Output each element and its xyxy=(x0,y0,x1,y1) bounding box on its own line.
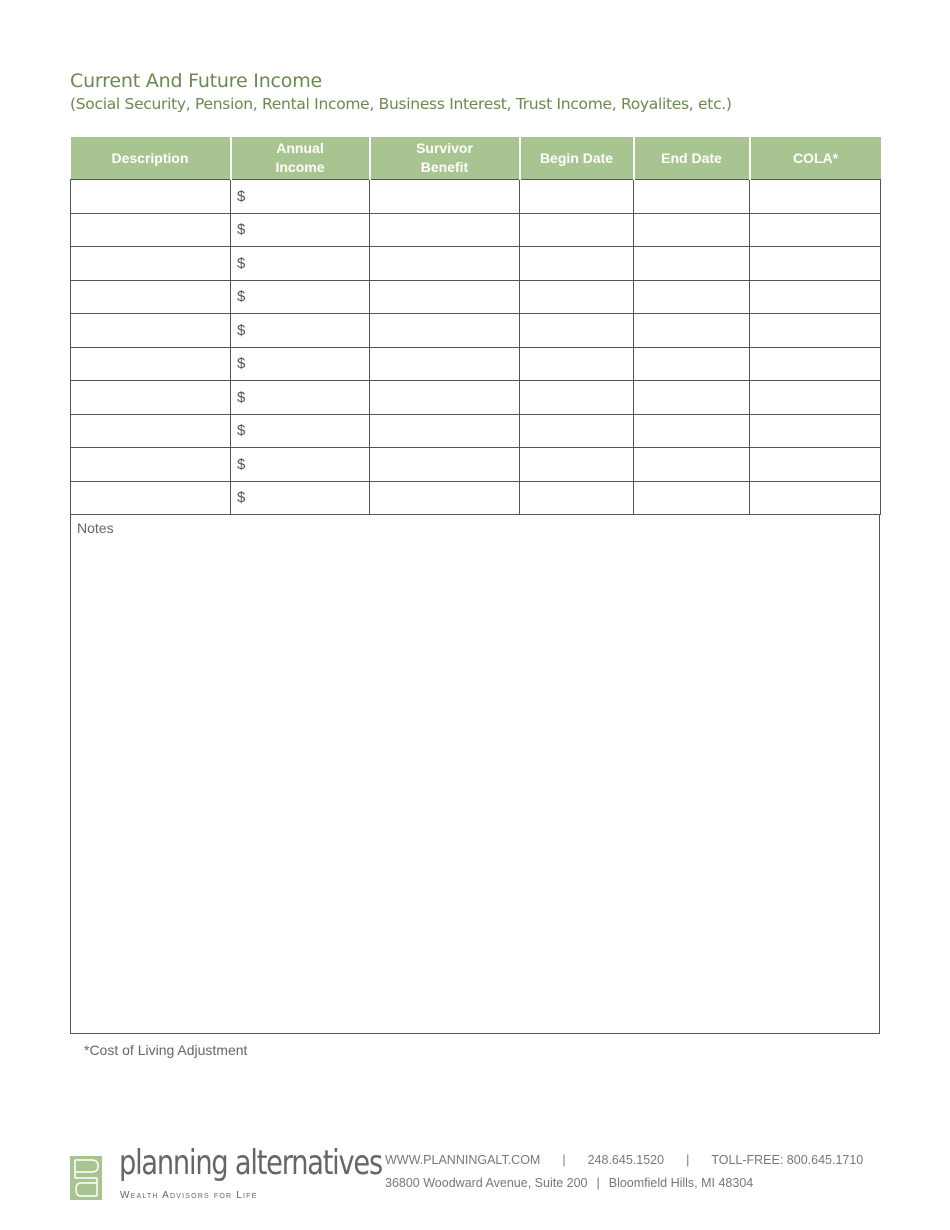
cell-survivor-benefit[interactable] xyxy=(370,481,520,515)
income-table xyxy=(70,137,881,515)
cell-annual-income[interactable]: $ xyxy=(231,213,370,247)
website-link[interactable]: WWW.PLANNINGALT.COM xyxy=(385,1153,541,1167)
column-header-end-date xyxy=(634,137,750,180)
cell-cola[interactable] xyxy=(750,481,881,515)
cell-cola[interactable] xyxy=(750,247,881,281)
cell-survivor-benefit[interactable] xyxy=(370,247,520,281)
column-header-cola xyxy=(750,137,881,180)
cell-annual-income[interactable]: $ xyxy=(231,448,370,482)
cell-end-date[interactable] xyxy=(634,414,750,448)
column-header-survivor-benefit xyxy=(370,137,520,180)
cell-annual-income[interactable]: $ xyxy=(231,180,370,214)
column-header-annual-income xyxy=(231,137,370,180)
cell-begin-date[interactable] xyxy=(520,481,634,515)
cell-annual-income[interactable]: $ xyxy=(231,347,370,381)
cell-description[interactable] xyxy=(71,448,231,482)
cell-begin-date[interactable] xyxy=(520,213,634,247)
contact-line-1 xyxy=(385,1153,863,1167)
address-city: Bloomfield Hills, MI 48304 xyxy=(608,1176,754,1190)
notes-box[interactable] xyxy=(70,514,880,1034)
separator: | xyxy=(686,1153,690,1167)
cell-annual-income[interactable]: $ xyxy=(231,414,370,448)
separator: | xyxy=(596,1176,600,1190)
cell-annual-income[interactable]: $ xyxy=(231,481,370,515)
pa-monogram-icon xyxy=(70,1156,102,1200)
cell-begin-date[interactable] xyxy=(520,381,634,415)
cell-survivor-benefit[interactable] xyxy=(370,314,520,348)
table-row xyxy=(71,448,881,482)
cell-begin-date[interactable] xyxy=(520,180,634,214)
phone-number: 248.645.1520 xyxy=(587,1153,665,1167)
cell-end-date[interactable] xyxy=(634,381,750,415)
cell-survivor-benefit[interactable] xyxy=(370,213,520,247)
cell-description[interactable] xyxy=(71,314,231,348)
column-header-text: Begin Date xyxy=(539,149,614,166)
cell-begin-date[interactable] xyxy=(520,347,634,381)
cell-end-date[interactable] xyxy=(634,213,750,247)
brand-tagline: Wealth Advisors for Life xyxy=(120,1190,258,1201)
cell-description[interactable] xyxy=(71,414,231,448)
column-header-text: Income xyxy=(275,159,325,175)
cell-survivor-benefit[interactable] xyxy=(370,347,520,381)
cell-survivor-benefit[interactable] xyxy=(370,180,520,214)
table-row xyxy=(71,213,881,247)
table-row xyxy=(71,481,881,515)
column-header-text: COLA* xyxy=(792,149,839,166)
cell-cola[interactable] xyxy=(750,347,881,381)
table-row xyxy=(71,381,881,415)
column-header-text: Survivor xyxy=(416,140,473,156)
cell-end-date[interactable] xyxy=(634,247,750,281)
cell-cola[interactable] xyxy=(750,414,881,448)
cell-survivor-benefit[interactable] xyxy=(370,448,520,482)
cell-annual-income[interactable]: $ xyxy=(231,247,370,281)
cell-cola[interactable] xyxy=(750,280,881,314)
cell-survivor-benefit[interactable] xyxy=(370,280,520,314)
cell-end-date[interactable] xyxy=(634,347,750,381)
cell-begin-date[interactable] xyxy=(520,314,634,348)
cell-cola[interactable] xyxy=(750,314,881,348)
cell-begin-date[interactable] xyxy=(520,414,634,448)
cell-cola[interactable] xyxy=(750,381,881,415)
column-header-text: Benefit xyxy=(420,159,469,175)
page-subtitle: (Social Security, Pension, Rental Income, Business Interest, Trust Income, Royalites, etc.) xyxy=(70,95,732,113)
cell-begin-date[interactable] xyxy=(520,448,634,482)
cell-annual-income[interactable]: $ xyxy=(231,381,370,415)
toll-free-number: TOLL-FREE: 800.645.1710 xyxy=(711,1153,864,1167)
notes-label: Notes xyxy=(77,520,114,536)
brand-name: planning alternatives xyxy=(119,1143,382,1183)
footnote: *Cost of Living Adjustment xyxy=(84,1042,248,1058)
cell-end-date[interactable] xyxy=(634,180,750,214)
cell-end-date[interactable] xyxy=(634,448,750,482)
cell-description[interactable] xyxy=(71,180,231,214)
column-header-text: Annual xyxy=(276,140,324,156)
column-header-begin-date xyxy=(520,137,634,180)
table-row xyxy=(71,314,881,348)
cell-description[interactable] xyxy=(71,481,231,515)
cell-description[interactable] xyxy=(71,280,231,314)
cell-end-date[interactable] xyxy=(634,280,750,314)
cell-survivor-benefit[interactable] xyxy=(370,381,520,415)
table-row xyxy=(71,180,881,214)
cell-description[interactable] xyxy=(71,213,231,247)
cell-end-date[interactable] xyxy=(634,481,750,515)
column-header-description xyxy=(71,137,231,180)
column-header-text: End Date xyxy=(661,149,722,166)
page-title: Current And Future Income xyxy=(70,70,323,92)
table-header-row xyxy=(71,137,881,180)
cell-annual-income[interactable]: $ xyxy=(231,280,370,314)
separator: | xyxy=(562,1153,566,1167)
contact-line-2 xyxy=(385,1176,753,1190)
cell-description[interactable] xyxy=(71,247,231,281)
cell-cola[interactable] xyxy=(750,180,881,214)
cell-survivor-benefit[interactable] xyxy=(370,414,520,448)
address-street: 36800 Woodward Avenue, Suite 200 xyxy=(385,1176,588,1190)
table-row xyxy=(71,347,881,381)
table-row xyxy=(71,414,881,448)
cell-description[interactable] xyxy=(71,381,231,415)
cell-begin-date[interactable] xyxy=(520,247,634,281)
cell-cola[interactable] xyxy=(750,213,881,247)
cell-begin-date[interactable] xyxy=(520,280,634,314)
column-header-text: Description xyxy=(111,149,189,166)
cell-cola[interactable] xyxy=(750,448,881,482)
table-row xyxy=(71,247,881,281)
table-row xyxy=(71,280,881,314)
cell-description[interactable] xyxy=(71,347,231,381)
cell-annual-income[interactable]: $ xyxy=(231,314,370,348)
cell-end-date[interactable] xyxy=(634,314,750,348)
